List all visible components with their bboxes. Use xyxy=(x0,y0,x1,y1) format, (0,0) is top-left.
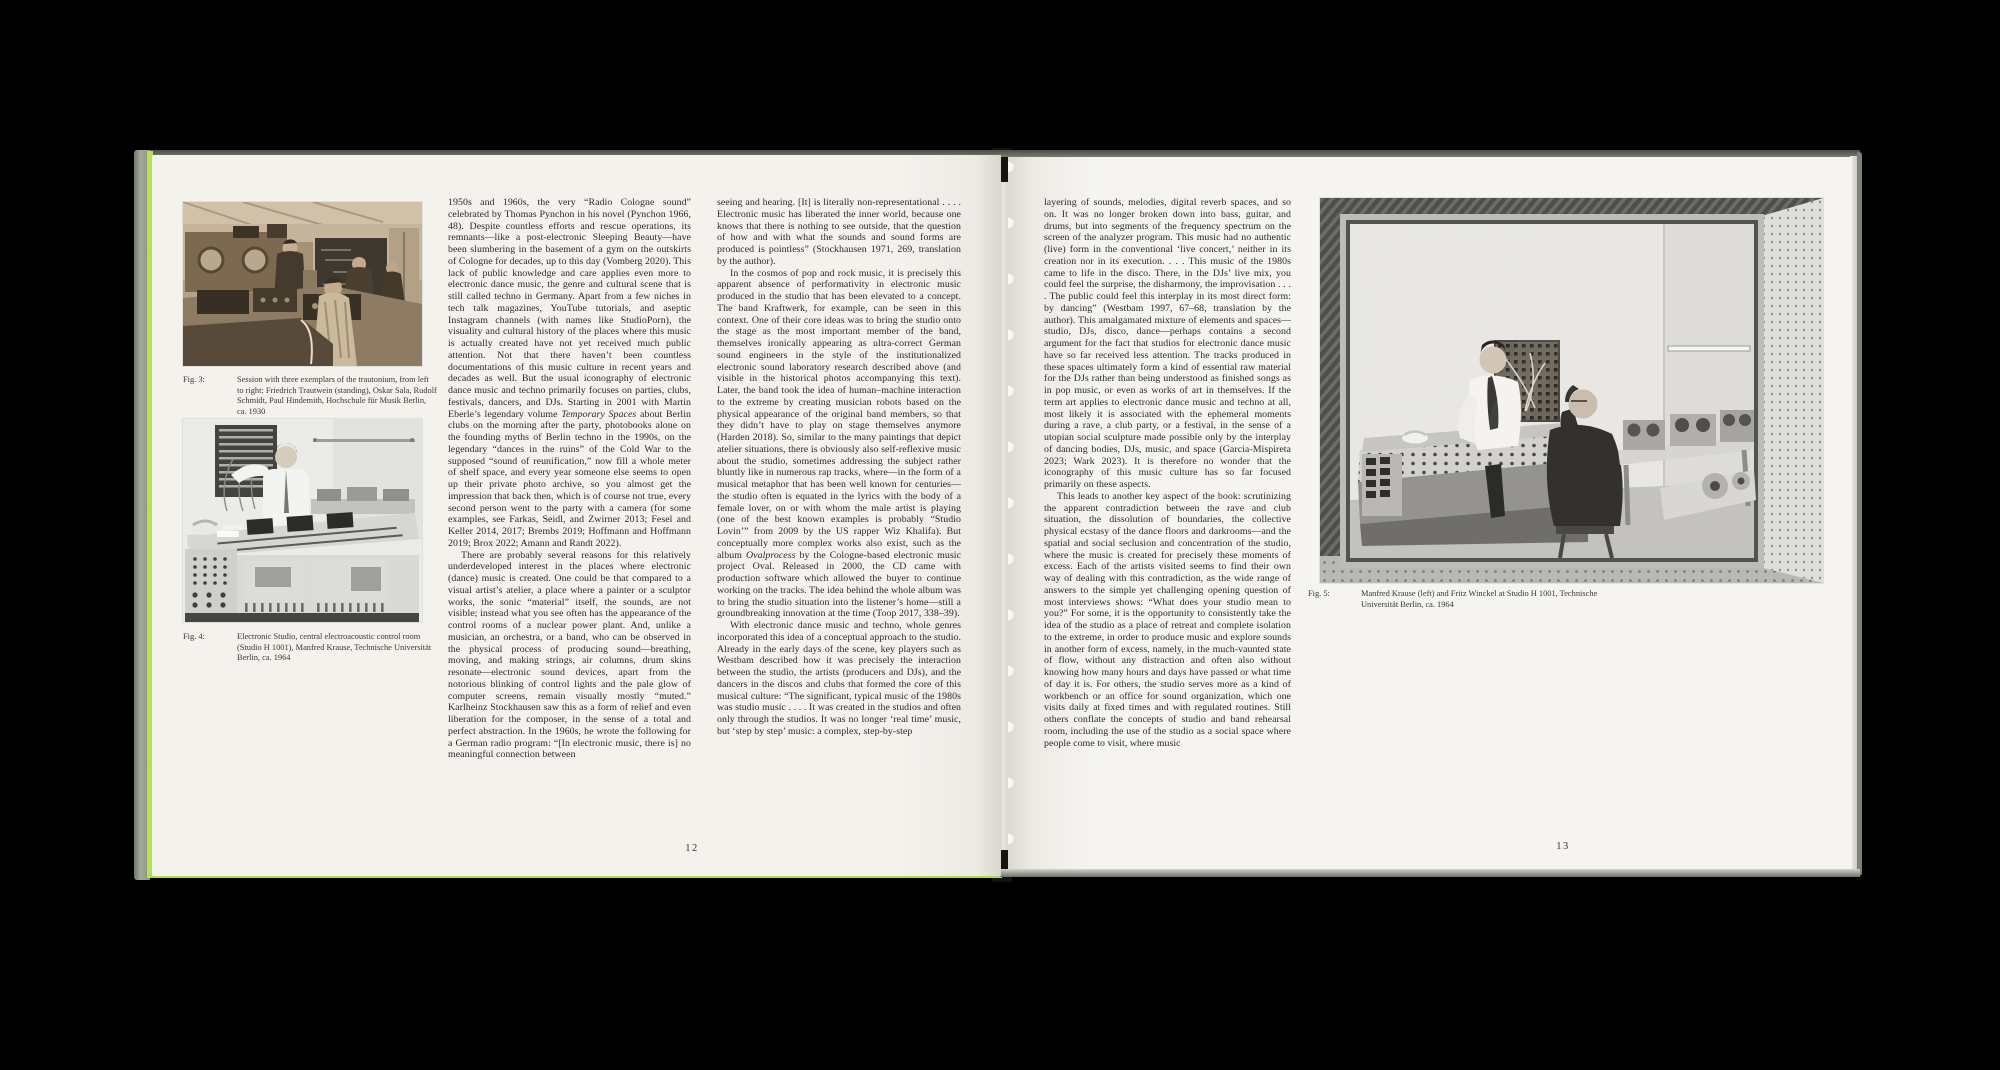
fig3-caption-text: Session with three exemplars of the trautonium, from left to right: Friedrich Trautwein (standing), Oskar Sala, Rudolf Schmidt, Paul Hindemith, Hochschule für Musik Berlin, ca. 1930 xyxy=(237,375,437,416)
paragraph: There are probably several reasons for this relatively underdeveloped interest in the places where electronic (dance) music is created. One could be that compared to a visual artist’s atelier, a place where a painter or a sculptor works, the sonic “material” itself, the sounds, are not visible; instead what you see often has the appearance of the control rooms of a nuclear power plant. And, unlike a musician, an orchestra, or a band, who can be observed in the physical process of producing sound—breathing, moving, and making strings, air columns, drum skins resonate—electronic sound devices, apart from the notorious blinking of control lights and the pale glow of computer screens, remain visually mostly “muted.” Karlheinz Stockhausen saw this as a form of relief and even liberation for the composer, in the sense of a total and perfect abstraction. In the 1960s, he wrote the following for a German radio program: “[In electronic music, there is] no meaningful connection between xyxy=(448,549,691,761)
fig4-photo-illustration xyxy=(183,419,422,622)
paragraph: With electronic dance music and techno, whole genres incorporated this idea of a conceptual approach to the studio. Already in the early days of the scene, key players such as Westbam described how it was precisely the interaction between the studio, the artists (producers and DJs), and the dancers in the discos and clubs that formed the core of this musical culture: “The significant, typical music of the 1980s was studio music . . . . It was created in the studios and often only through the studios. It was no longer ‘real time’ music, but ‘step by step’ music: a complex, step-by-step xyxy=(717,620,961,737)
fig5-caption-text: Manfred Krause (left) and Fritz Winckel at Studio H 1001, Technische Universität Berlin, ca. 1964 xyxy=(1361,589,1598,609)
fig5-photo xyxy=(1320,198,1823,583)
paragraph: 1950s and 1960s, the very “Radio Cologne sound” celebrated by Thomas Pynchon in his novel (Pynchon 1966, 48). Despite countless efforts and rescue operations, its remnants—like a post-electronic Sleeping Beauty—have been slumbering in the basement of a gym on the outskirts of Cologne for decades, up to this day (Vomberg 2020). This lack of public knowledge and care applies even more to electronic dance music, the genre and cultural scene that is still called techno in Germany. Apart from a few niches in tech talk magazines, YouTube tutorials, and aseptic Instagram channels (with names like StudioPorn), the visuality and cultural history of the places where this music is actually created have not yet received much public attention. Not that there haven’t been countless documentations of this music culture in recent years and decades as well. But the usual iconography of electronic dance music and techno primarily focuses on parties, clubs, festivals, dancers, and DJs. Starting in 2001 with Martin Eberle’s legendary volume Temporary Spaces about Berlin clubs on the morning after the party, photobooks alone on the founding myths of Berlin techno in the 1990s, on the legendary “dances in the ruins” of the Cold War to the supposed “sound of reunification,” now fill a whole meter of shelf space, and every year someone else seems to open up their private photo archive, so you almost get the impression that back then, which is of course not true, every second person went to the party with a camera (for some examples, see Farkas, Seidl, and Zwirner 2013; Fesel and Keller 2014, 2017; Brembs 2019; Hoffmann and Hoffmann 2019; Brox 2022; Amann and Randt 2022). xyxy=(448,197,691,549)
page-number-right: 13 xyxy=(1556,841,1570,852)
fig5-caption-label: Fig. 5: xyxy=(1308,589,1330,598)
open-book xyxy=(134,148,1862,882)
right-page xyxy=(1008,157,1852,869)
fig3-photo-illustration xyxy=(183,202,422,366)
paragraph: layering of sounds, melodies, digital reverb spaces, and so on. It was no longer broken down into bass, guitar, and drums, but into segments of the frequency spectrum on the screen of the analyzer program. This music had no authentic (live) form in the conventional ‘live concert,’ neither in its creation nor in its execution. . . . This music of the 1980s came to life in the disco. There, in the DJs’ live mix, you could feel the surprise, the disharmony, the improvisation . . . . The public could feel this interplay in its most direct form: by dancing” (Westbam 1997, 67–68, translation by the author). This amalgamated mixture of elements and spaces—studio, DJs, disco, dance—perhaps contains a second argument for the fact that studios for electronic dance music have so far received less attention. The tracks produced in these spaces ultimately form a kind of essential raw material for the DJs rather than being understood as finished songs as in pop music, or even as works of art in themselves. If the term art applies to electronic dance music and techno at all, most likely it is associated with the ephemeral moments during a rave, a club party, or a festival, in the sense of a utopian social sculpture made possible only by the interplay of dancing bodies, DJs, music, and space (Garcia-Mispireta 2023; Wark 2023). It is therefore no wonder that the iconography of this music culture has so far focused primarily on these aspects. xyxy=(1044,197,1291,490)
fig4-caption-label: Fig. 4: xyxy=(183,632,205,641)
fig4-photo xyxy=(183,419,422,622)
fig5-photo-illustration xyxy=(1320,198,1823,583)
page-number-left: 12 xyxy=(685,843,699,854)
fig4-caption-text: Electronic Studio, central electroacoustic control room (Studio H 1001), Manfred Krause, Technische Universität Berlin, ca. 1964 xyxy=(237,632,432,663)
left-page-column-2 xyxy=(717,197,961,845)
left-page xyxy=(152,155,1001,876)
book-bottom-cover-edge xyxy=(1000,869,1860,877)
left-page-column-1 xyxy=(448,197,691,839)
paragraph: This leads to another key aspect of the book: scrutinizing the apparent contradiction between the rave and club situation, the dissolution of boundaries, the collective physical ecstasy of the dance floors and darkrooms—and the spatial and social seclusion and concentration of the studio, where the music is created for precisely these moments of excess. Each of the artists visited seems to find their own way of dealing with this contradiction, as the wide range of answers to the simple yet challenging opening question of most interviews shows: “What does your studio mean to you?” For some, it is the opportunity to consistently take the idea of the studio as a place of retreat and complete isolation to the extreme, in order to produce music and explore sounds in another form of excess, namely, in the much-vaunted state of flow, without any distraction and often also without knowing how many hours and days have passed or what time of day it is. For others, the studio serves more as a kind of workbench or an office for sound organization, which one visits daily at fixed times and with regulated routines. Still others conflate the concepts of studio and band rehearsal room, including the use of the studio as a social space where people come to visit, where music xyxy=(1044,490,1291,749)
fig3-caption-label: Fig. 3: xyxy=(183,375,205,384)
right-page-column xyxy=(1044,197,1291,839)
book-right-cover-edge xyxy=(1857,152,1862,876)
paragraph: seeing and hearing. [It] is literally non-representational . . . . Electronic music has liberated the inner world, because one knows that there is nothing to see outside, that the question of how and with what the sounds and sound forms are produced is pointless” (Stockhausen 1971, 269, translation by the author). xyxy=(717,197,961,267)
paragraph: In the cosmos of pop and rock music, it is precisely this apparent absence of performativity in electronic music produced in the studio that has been elevated to a concept. The band Kraftwerk, for example, can be seen in this context. One of their core ideas was to bring the studio onto the stage as the most important member of the band, themselves ironically appearing as ultra-correct German sound engineers in the style of the institutionalized electronic sound laboratory research described above (and visible in the historical photos accompanying this text). Later, the band took the idea of human–machine interaction to the extreme by creating musician robots based on the physical appearance of the original band members, so that they didn’t have to play on stage themselves anymore (Harden 2018). So, similar to the many paintings that depict atelier situations, there is obviously also self-reflexive music about the studio, sometimes addressing the subject rather bluntly like in numerous rap tracks, where—in the form of a musical metaphor that has been well known for centuries—the studio often is equated in the lyrics with the body of a female lover, on or with whom the male artist is playing (one of the best known examples is probably “Studio Lovin’” from 2009 by the US rapper Wiz Khalifa). But conceptually more complex works also exist, such as the album Ovalprocess by the Cologne-based electronic music project Oval. Released in 2000, the CD came with production software which allowed the buyer to continue working on the tracks. The idea behind the whole album was to bring the studio situation into the listener’s home—still a groundbreaking innovation at the time (Toop 2017, 338–39). xyxy=(717,267,961,620)
fig3-photo xyxy=(183,202,422,366)
